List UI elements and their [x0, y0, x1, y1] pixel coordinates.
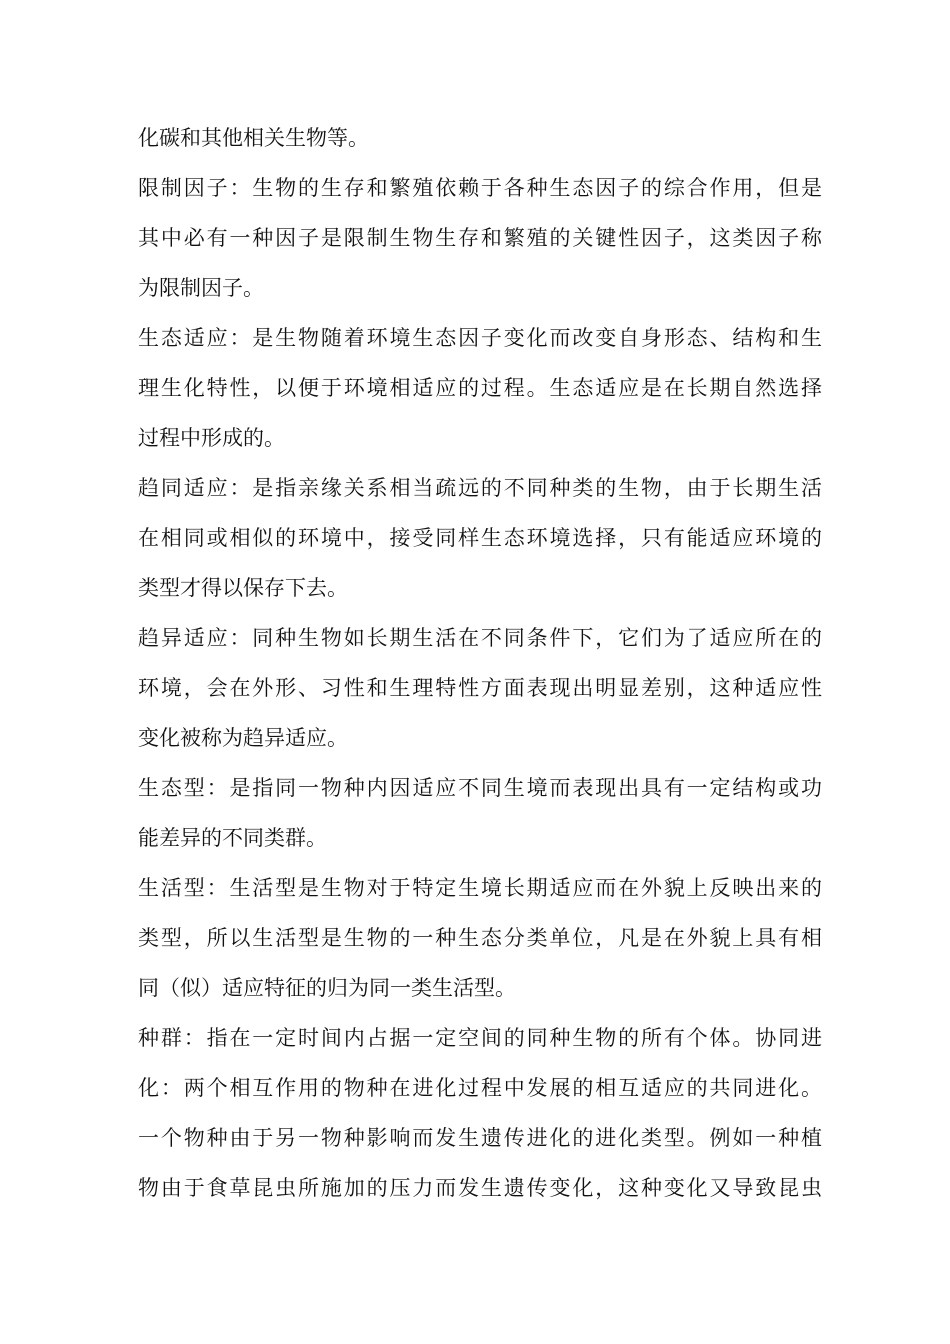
text-line: 在相同或相似的环境中，接受同样生态环境选择，只有能适应环境的	[138, 526, 822, 550]
text-line: 环境，会在外形、习性和生理特性方面表现出明显差别，这种适应性	[138, 676, 822, 700]
text-line: 一个物种由于另一物种影响而发生遗传进化的进化类型。例如一种植	[138, 1126, 822, 1150]
text-line: 理生化特性，以便于环境相适应的过程。生态适应是在长期自然选择	[138, 376, 822, 400]
text-line: 限制因子：生物的生存和繁殖依赖于各种生态因子的综合作用，但是	[138, 176, 822, 200]
text-line: 类型，所以生活型是生物的一种生态分类单位，凡是在外貌上具有相	[138, 926, 822, 950]
text-line: 同（似）适应特征的归为同一类生活型。	[138, 976, 516, 1000]
text-line: 过程中形成的。	[138, 426, 285, 450]
text-line: 物由于食草昆虫所施加的压力而发生遗传变化，这种变化又导致昆虫	[138, 1176, 822, 1200]
text-line: 其中必有一种因子是限制生物生存和繁殖的关键性因子，这类因子称	[138, 226, 822, 250]
text-line: 化碳和其他相关生物等。	[138, 126, 369, 150]
text-line: 生态型：是指同一物种内因适应不同生境而表现出具有一定结构或功	[138, 776, 822, 800]
text-line: 类型才得以保存下去。	[138, 576, 348, 600]
text-line: 趋同适应：是指亲缘关系相当疏远的不同种类的生物，由于长期生活	[138, 476, 822, 500]
text-line: 能差异的不同类群。	[138, 826, 327, 850]
text-line: 趋异适应：同种生物如长期生活在不同条件下，它们为了适应所在的	[138, 626, 822, 650]
text-line: 生活型：生活型是生物对于特定生境长期适应而在外貌上反映出来的	[138, 876, 822, 900]
text-line: 种群：指在一定时间内占据一定空间的同种生物的所有个体。协同进	[138, 1026, 822, 1050]
text-line: 化：两个相互作用的物种在进化过程中发展的相互适应的共同进化。	[138, 1076, 822, 1100]
text-line: 生态适应：是生物随着环境生态因子变化而改变自身形态、结构和生	[138, 326, 822, 350]
text-line: 为限制因子。	[138, 276, 264, 300]
document-page	[138, 113, 822, 1213]
text-line: 变化被称为趋异适应。	[138, 726, 348, 750]
